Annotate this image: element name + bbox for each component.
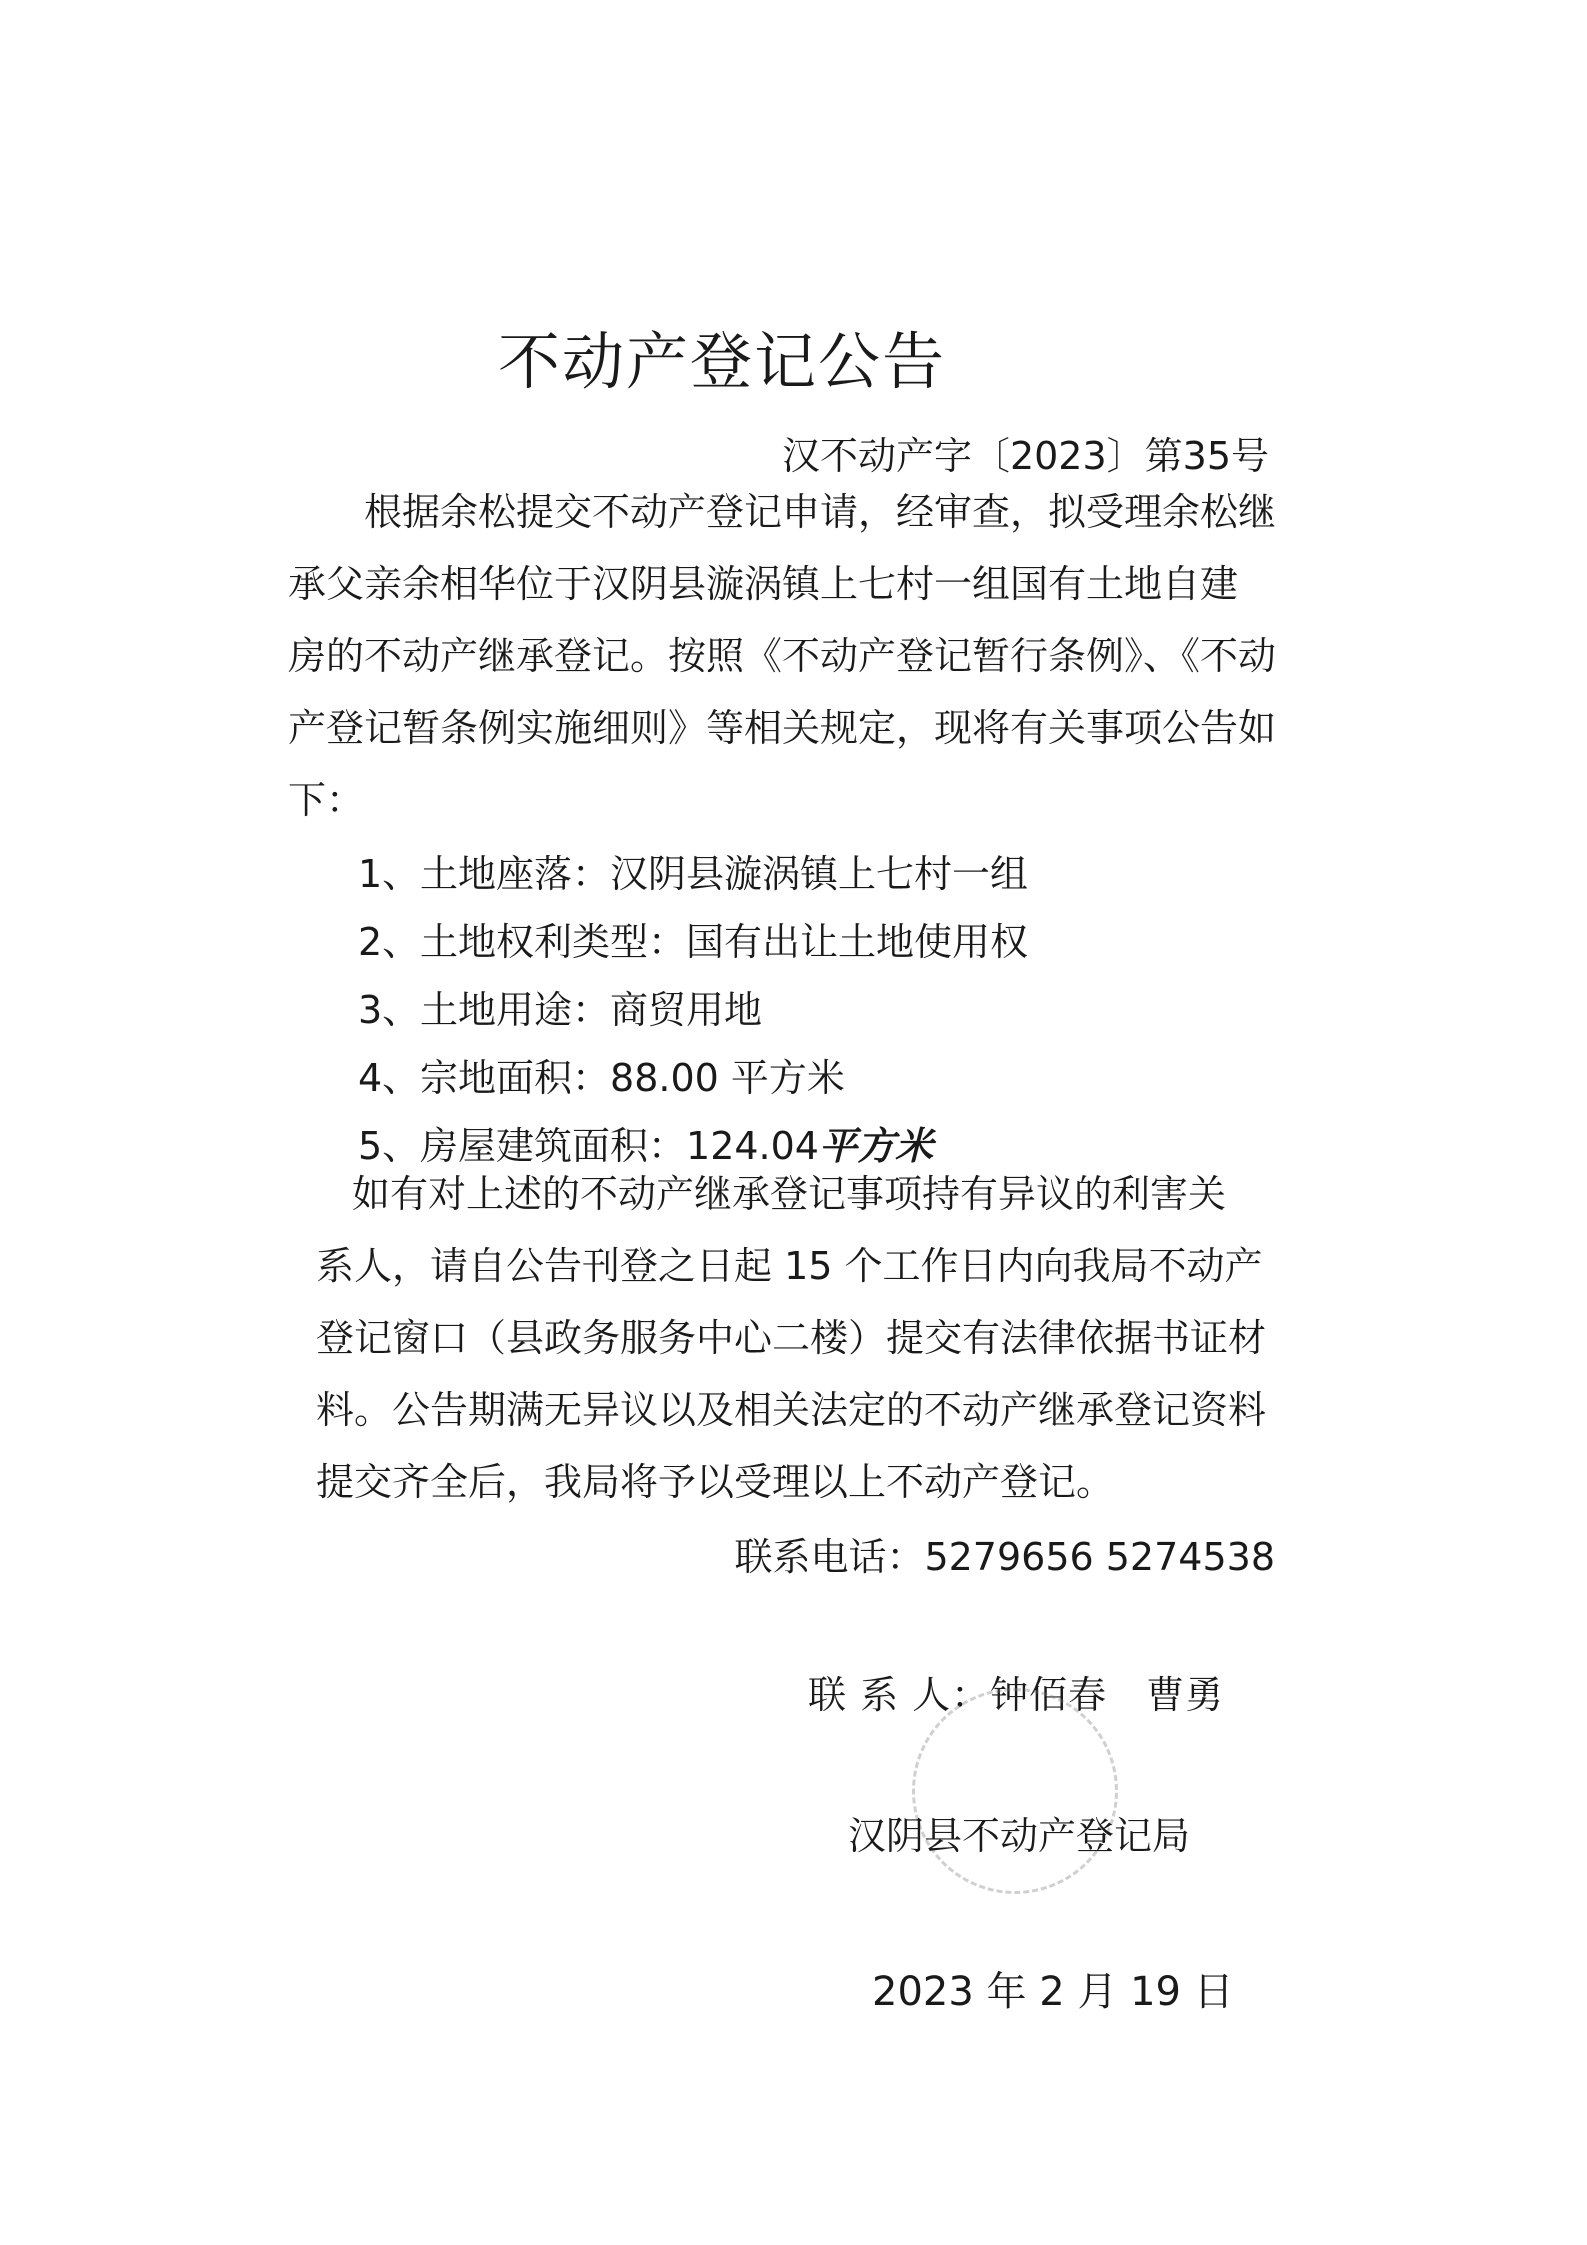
item-value: 汉阴县漩涡镇上七村一组	[610, 852, 1029, 896]
intro-line: 房的不动产继承登记。按照《不动产登记暂行条例》、《不动	[288, 634, 1277, 678]
issuing-organization: 汉阴县不动产登记局	[848, 1814, 1191, 1858]
intro-line: 下：	[288, 778, 365, 822]
item-label: 土地权利类型：	[420, 920, 687, 964]
list-item	[358, 843, 1028, 898]
list-item	[358, 911, 1028, 966]
page-title: 不动产登记公告	[498, 325, 947, 398]
document-number: 汉不动产字〔2023〕第35号	[781, 434, 1269, 478]
handwritten-unit: 平方米	[818, 1123, 933, 1168]
list-item	[358, 1047, 845, 1102]
item-number: 1、	[358, 852, 421, 896]
item-label: 宗地面积：	[420, 1056, 611, 1100]
item-label: 房屋建筑面积：	[420, 1124, 687, 1168]
item-value: 124.04	[686, 1124, 819, 1168]
issue-date: 2023 年 2 月 19 日	[872, 1969, 1234, 2015]
item-label: 土地用途：	[420, 988, 611, 1032]
item-number: 2、	[358, 920, 421, 964]
notice-line: 登记窗口（县政务服务中心二楼）提交有法律依据书证材	[316, 1316, 1267, 1360]
contact-persons: 联 系 人：钟佰春 曹勇	[808, 1673, 1225, 1717]
notice-line: 料。公告期满无异议以及相关法定的不动产继承登记资料	[316, 1388, 1267, 1432]
item-number: 5、	[358, 1124, 421, 1168]
notice-line: 提交齐全后，我局将予以受理以上不动产登记。	[316, 1460, 1115, 1504]
notice-paragraph	[288, 1158, 1266, 1518]
item-number: 4、	[358, 1056, 421, 1100]
official-seal-stamp	[912, 1688, 1118, 1894]
item-value: 商贸用地	[610, 988, 763, 1032]
item-value: 88.00 平方米	[610, 1056, 845, 1100]
item-label: 土地座落：	[420, 852, 611, 896]
notice-line: 如有对上述的不动产继承登记事项持有异议的利害关	[352, 1172, 1227, 1216]
list-item	[358, 979, 762, 1034]
intro-line: 产登记暂条例实施细则》等相关规定，现将有关事项公告如	[288, 706, 1277, 750]
item-value: 国有出让土地使用权	[686, 920, 1029, 964]
intro-paragraph	[288, 476, 1298, 836]
contact-phone: 联系电话：5279656 5274538	[734, 1535, 1275, 1579]
notice-line: 系人，请自公告刊登之日起 15 个工作日内向我局不动产	[316, 1244, 1263, 1288]
intro-line: 根据余松提交不动产登记申请，经审查，拟受理余松继	[364, 490, 1277, 534]
intro-line: 承父亲余相华位于汉阴县漩涡镇上七村一组国有土地自建	[288, 562, 1239, 606]
item-number: 3、	[358, 988, 421, 1032]
